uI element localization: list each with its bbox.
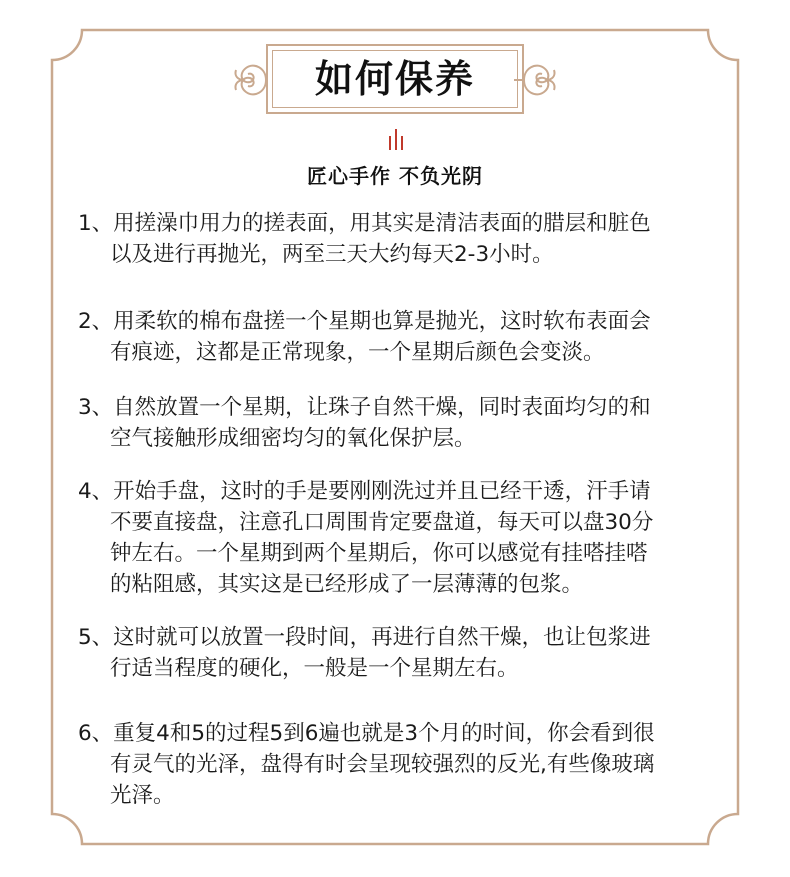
instruction-line: 1、用搓澡巾用力的搓表面，用其实是清洁表面的腊层和脏色 xyxy=(78,211,651,236)
instruction-item-3 xyxy=(78,392,728,454)
instruction-line: 以及进行再抛光，两至三天大约每天2-3小时。 xyxy=(110,242,554,267)
page-title: 如何保养 xyxy=(314,56,475,101)
instruction-line: 光泽。 xyxy=(110,783,175,808)
cloud-scroll-right-icon xyxy=(514,50,558,110)
instruction-line: 空气接触形成细密均匀的氧化保护层。 xyxy=(110,426,476,451)
instruction-line: 5、这时就可以放置一段时间，再进行自然干燥，也让包浆进 xyxy=(78,625,651,650)
instruction-item-4 xyxy=(78,476,728,600)
instruction-line: 3、自然放置一个星期，让珠子自然干燥，同时表面均匀的和 xyxy=(78,395,651,420)
instruction-line: 4、开始手盘，这时的手是要刚刚洗过并且已经干透，汗手请 xyxy=(78,479,651,504)
instruction-line: 有痕迹，这都是正常现象，一个星期后颜色会变淡。 xyxy=(110,340,605,365)
instruction-line: 6、重复4和5的过程5到6遍也就是3个月的时间，你会看到很 xyxy=(78,721,655,746)
title-box xyxy=(266,44,524,114)
title-cartouche xyxy=(232,44,558,116)
instruction-line: 2、用柔软的棉布盘搓一个星期也算是抛光，这时软布表面会 xyxy=(78,309,651,334)
instruction-item-5 xyxy=(78,622,728,684)
three-bars-icon xyxy=(385,128,407,150)
instruction-item-1 xyxy=(78,208,728,270)
instruction-line: 钟左右。一个星期到两个星期后，你可以感觉有挂嗒挂嗒 xyxy=(110,541,648,566)
instruction-item-2 xyxy=(78,306,728,368)
instruction-item-6 xyxy=(78,718,728,811)
instruction-line: 有灵气的光泽，盘得有时会呈现较强烈的反光,有些像玻璃 xyxy=(110,752,655,777)
instruction-line: 的粘阻感，其实这是已经形成了一层薄薄的包浆。 xyxy=(110,572,584,597)
page-subtitle: 匠心手作 不负光阴 xyxy=(307,164,483,188)
instruction-line: 不要直接盘，注意孔口周围肯定要盘道，每天可以盘30分 xyxy=(110,510,654,535)
instruction-line: 行适当程度的硬化，一般是一个星期左右。 xyxy=(110,656,519,681)
